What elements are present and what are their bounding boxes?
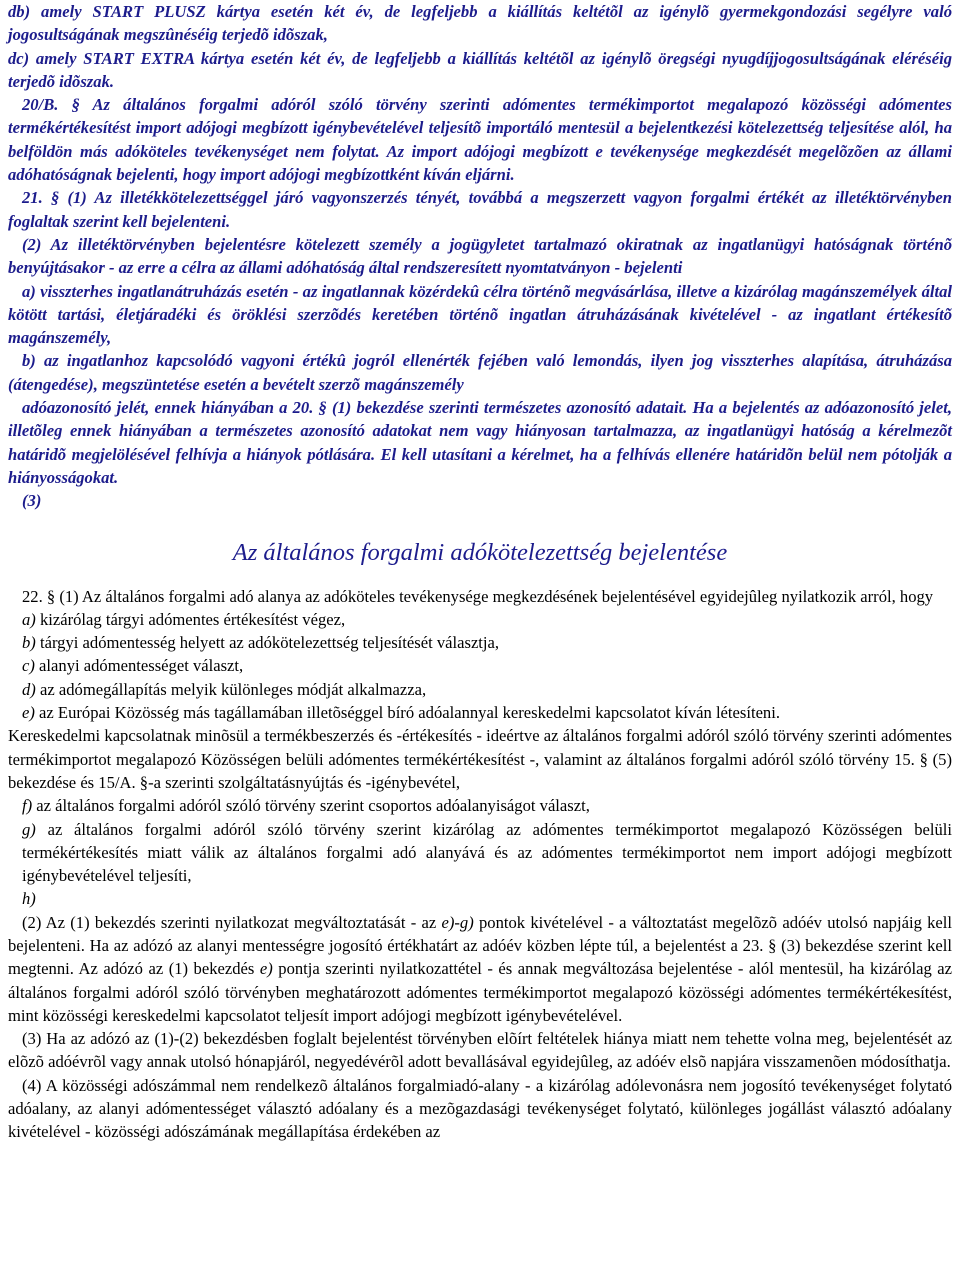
paragraph-20b: 20/B. § Az általános forgalmi adóról szóló törvény szerinti adómentes termékimportot megalapozó közösségi adómentes termékértékesítést import adójogi megbízott igénybevételével teljesítõ importáló mentesül a bejelentkezési kötelezettség teljesítése alól, ha belföldön más adóköteles tevékenységet nem folytat. Az import adójogi megbízott e tevékenysége megkezdését megelõzõen az állami adóhatóságnak bejelenti, hogy import adójogi megbízottként kíván eljárni.	[8, 95, 952, 185]
list-item-f	[8, 794, 952, 817]
list-item-text: az általános forgalmi adóról szóló törvény szerint kizárólag az adómentes termékimportot megalapozó Közösségen belüli termékértékesítés miatt válik az általános forgalmi adó alanyává és az adómentes termékimportot nem import adójogi megbízott igénybevételével teljesíti,	[22, 819, 952, 886]
list-marker: e)	[22, 703, 35, 723]
list-item-text: az adómegállapítás melyik különleges módját alkalmazza,	[35, 679, 427, 699]
paragraph-21-2: (2) Az illetéktörvényben bejelentésre kötelezett személy a jogügyletet tartalmazó okiratnak az ingatlanügyi hatóságnak történõ benyújtásakor - az erre a célra az állami adóhatóság által rendszeresített nyomtatványon - bejelenti	[8, 234, 952, 278]
list-marker: h)	[22, 889, 36, 909]
paragraph-dc: dc) amely START EXTRA kártya esetén két év, de legfeljebb a kiállítás keltétõl az igénylõ öregségi nyugdíjjogosultságának eléréséig terjedõ idõszak.	[8, 48, 952, 91]
text-run: pontja szerinti nyilatkozattétel - és annak megváltozása bejelentése - alól mentesül, ha kizárólag az általános forgalmi adóról szóló törvényben meghatározott adómentes termékimportot megalapozó közösségi adómentes termékértékesítést, mint közösségi kereskedelmi kapcsolatot teljesít import adójogi megbízott igénybevételével.	[8, 959, 953, 1025]
paragraph-21-2-a: a) visszterhes ingatlanátruházás esetén - az ingatlannak közérdekû célra történõ megvásárlása, illetve a kizárólag magánszemélyek által kötött tartási, életjáradéki és öröklési szerzõdés keretében történõ ingatlan átruházásának kivételével - az ingatlant értékesítõ magánszemély,	[8, 281, 952, 348]
list-item-text: az Európai Közösség más tagállamában illetõséggel bíró adóalannyal kereskedelmi kapcsolatot kíván létesíteni.	[34, 703, 780, 723]
text-run-italic: e)	[259, 959, 273, 979]
paragraph-kereskedelmi: Kereskedelmi kapcsolatnak minõsül a termékbeszerzés és -értékesítés - ideértve az általános forgalmi adóról szóló törvény szerinti adómentes termékimportot megalapozó Közösségen belüli adómentes termékértékesítést -, valamint az általános forgalmi adóról szóló törvény 15. § (5) bekezdése és 15/A. §-a szerinti szolgáltatásnyújtás és -igénybevétel,	[8, 726, 952, 792]
paragraph-db: db) amely START PLUSZ kártya esetén két év, de legfeljebb a kiállítás keltétõl az igénylõ gyermekgondozási segélyre való jogosultságának megszûnéséig terjedõ idõszak,	[8, 2, 952, 45]
section-heading: Az általános forgalmi adókötelezettség bejelentése	[232, 538, 728, 566]
lower-section	[8, 585, 952, 1144]
list-item-g	[8, 818, 952, 888]
list-item	[8, 701, 952, 724]
list-item	[8, 678, 952, 701]
list-item-h	[8, 887, 952, 910]
paragraph-21-2-tail: adóazonosító jelét, ennek hiányában a 20. § (1) bekezdése szerinti természetes azonosító adatait. Ha a bejelentés az adóazonosító jelet, illetõleg ennek hiányában a természetes azonosító adatokat nem vagy hiányosan tartalmazza, az ingatlanügyi hatóság a kérelmezõt határidõ megjelölésével felhívja a hiányok pótlására. El kell utasítani a kérelmet, ha a felhívás ellenére határidõn belül nem pótolják a hiányosságokat.	[8, 398, 952, 487]
list-marker: b)	[22, 633, 36, 653]
text-run: pontok kivételével - a változtatást megelõzõ adóév utolsó napjáig kell bejelenteni. Ha az adózó az alanyi mentességre jogosító értékhatárt az adóév közben lépte túl, a bejelentést a 23. § (3) bekezdése szerint kell megtenni. Az adózó az (1) bekezdés	[8, 912, 952, 979]
paragraph-22-2	[8, 911, 952, 1027]
list-item-text: alanyi adómentességet választ,	[34, 656, 244, 676]
list-item-text: kizárólag tárgyi adómentes értékesítést végez,	[35, 609, 346, 629]
list-marker: d)	[22, 679, 36, 699]
list-marker: a)	[22, 609, 36, 629]
paragraph-21-2-b: b) az ingatlanhoz kapcsolódó vagyoni értékû jogról ellenérték fejében való lemondás, ilyen jog visszterhes alapítása, átruházása (átengedése), megszüntetése esetén a bevételt szerzõ magánszemély	[8, 351, 952, 394]
paragraph-21-1: 21. § (1) Az illetékkötelezettséggel járó vagyonszerzés tényét, továbbá a megszerzett vagyon forgalmi értékét az illetéktörvényben foglaltak szerint kell bejelenteni.	[8, 188, 952, 231]
text-run-italic: e)-g)	[441, 912, 474, 932]
paragraph-22-3: (3) Ha az adózó az (1)-(2) bekezdésben foglalt bejelentést törvényben elõírt feltételek hiánya miatt nem tehette volna meg, bejelentését az elõzõ adóévrõl vagy annak utolsó hónapjáról, negyedévérõl adott bevallásával egyidejûleg, az adóév elsõ napjára visszamenõen módosíthatja.	[8, 1029, 952, 1072]
paragraph-21-3: (3)	[22, 491, 42, 511]
list-item	[8, 631, 952, 654]
paragraph-22-4: (4) A közösségi adószámmal nem rendelkezõ általános forgalmiadó-alany - a kizárólag adólevonásra nem jogosító tevékenységet folytató adóalany, az alanyi adómentességet választó adóalany és a mezõgazdasági tevékenységet folytató, különleges jogállást választó adóalany kivételével - közösségi adószámának megállapítása érdekében az	[8, 1075, 952, 1142]
list-item-text: tárgyi adómentesség helyett az adókötelezettség teljesítését választja,	[35, 633, 500, 653]
list-item-text: az általános forgalmi adóról szóló törvény szerint csoportos adóalanyiságot választ,	[32, 796, 590, 816]
list-marker: f)	[22, 796, 33, 816]
paragraph-22-1: 22. § (1) Az általános forgalmi adó alanya az adóköteles tevékenysége megkezdésének bejelentésével egyidejûleg nyilatkozik arról, hogy	[22, 586, 934, 606]
list-item	[8, 654, 952, 677]
upper-section	[8, 0, 952, 513]
text-run: (2) Az (1) bekezdés szerinti nyilatkozat megváltoztatását - az	[22, 912, 442, 932]
list-marker: g)	[22, 819, 36, 839]
list-item	[8, 608, 952, 631]
list-marker: c)	[22, 656, 35, 676]
